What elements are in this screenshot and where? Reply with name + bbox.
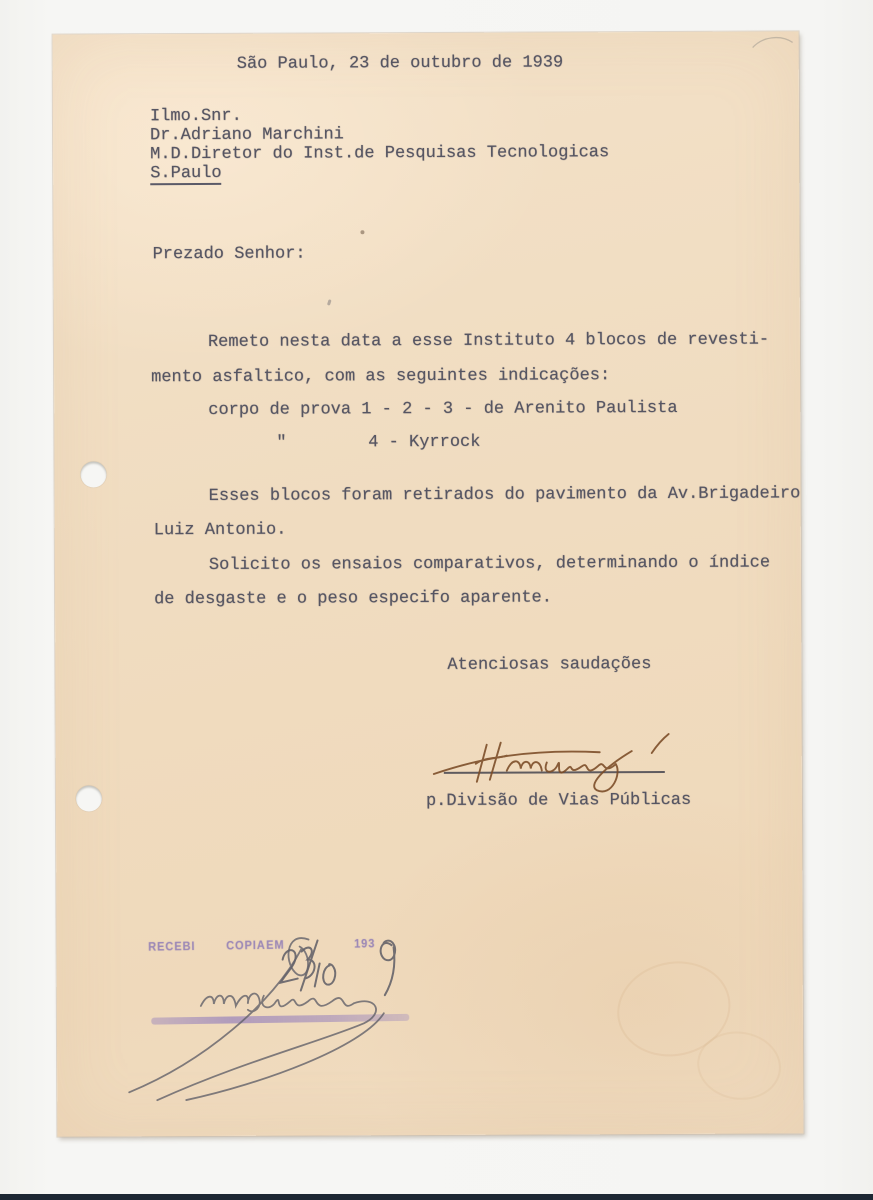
faint-top-mark bbox=[753, 38, 793, 48]
punch-hole bbox=[76, 785, 102, 811]
body-line: Luiz Antonio. bbox=[153, 520, 287, 541]
body-line: Remeto nesta data a esse Instituto 4 blocos de revesti- bbox=[207, 330, 770, 352]
recipient-line: Dr.Adriano Marchini bbox=[149, 125, 344, 146]
recipient-block bbox=[150, 105, 609, 183]
paper-stain bbox=[327, 299, 332, 306]
salutation: Prezado Senhor: bbox=[152, 244, 306, 265]
signature-underline bbox=[444, 771, 665, 774]
closing-salute: Atenciosas saudações bbox=[447, 655, 652, 675]
stamp-word: COPIA bbox=[226, 937, 266, 953]
body-line: Esses blocos foram retirados do pavimento da Av.Brigadeiro bbox=[208, 484, 801, 506]
paper-stain bbox=[360, 230, 364, 234]
body-line: corpo de prova 1 - 2 - 3 - de Arenito Paulista bbox=[208, 398, 678, 420]
stamp-line bbox=[151, 1014, 409, 1025]
stamp-word: RECEBI bbox=[148, 938, 196, 954]
body-line: " 4 - Kyrrock bbox=[276, 432, 481, 453]
receipt-stamp bbox=[148, 934, 429, 1033]
recipient-line: Ilmo.Snr. bbox=[149, 106, 242, 127]
letter-page bbox=[53, 31, 804, 1136]
body-line: de desgaste e o peso especifo aparente. bbox=[154, 588, 552, 610]
body-line: Solicito os ensaios comparativos, determinando o índice bbox=[208, 553, 771, 575]
body-line: mento asfaltico, com as seguintes indicações: bbox=[151, 366, 611, 388]
recipient-line: M.D.Diretor do Inst.de Pesquisas Tecnologicas bbox=[150, 143, 610, 165]
stamp-word: 193 bbox=[354, 936, 376, 951]
ink-signature bbox=[434, 734, 669, 792]
stamp-word: EM bbox=[266, 937, 285, 952]
signer-title: p.Divisão de Vias Públicas bbox=[425, 790, 692, 812]
punch-hole bbox=[80, 461, 106, 487]
scanner-bed-strip bbox=[0, 1194, 873, 1200]
recipient-city-underlined: S.Paulo bbox=[150, 163, 222, 184]
date-line: São Paulo, 23 de outubro de 1939 bbox=[236, 53, 564, 74]
